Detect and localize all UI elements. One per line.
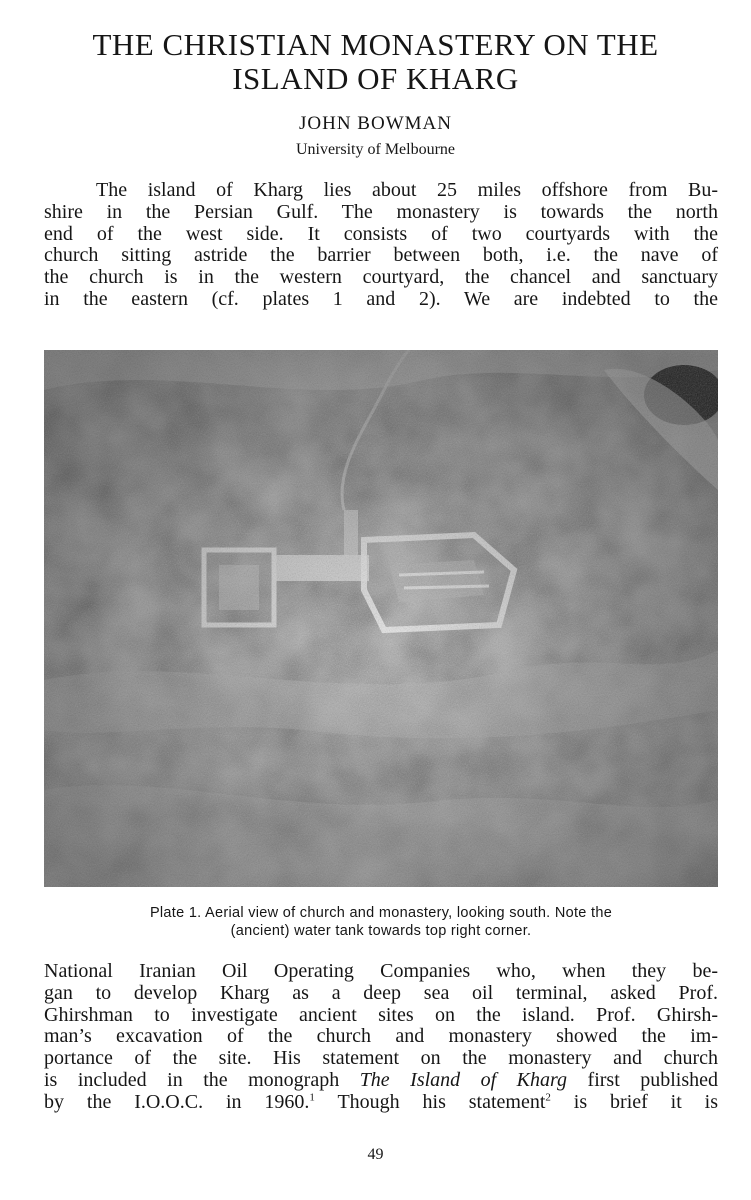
text-line: in the eastern (cf. plates 1 and 2). We are indebted to the bbox=[44, 287, 718, 310]
author-affiliation: University of Melbourne bbox=[295, 141, 456, 158]
text-line: National Iranian Oil Operating Companies who, when they be- bbox=[44, 960, 718, 982]
text-line: the church is in the western courtyard, the chancel and sanctuary bbox=[44, 266, 718, 289]
text-run: by the I.O.O.C. in 1960. bbox=[44, 1090, 310, 1113]
text-line bbox=[44, 1070, 718, 1092]
book-title: The Island of Kharg bbox=[359, 1068, 568, 1091]
footnote-marker-2[interactable]: 2 bbox=[545, 1091, 551, 1104]
opening-paragraph bbox=[44, 180, 718, 311]
footnote-marker-1[interactable]: 1 bbox=[309, 1091, 315, 1104]
title-line-1: THE CHRISTIAN MONASTERY ON THE bbox=[92, 27, 659, 62]
text-line: end of the west side. It consists of two courtyards with the bbox=[44, 222, 718, 245]
caption-line-1: Plate 1. Aerial view of church and monastery, looking south. Note the bbox=[149, 905, 613, 921]
page-number: 49 bbox=[367, 1146, 384, 1163]
text-line: Ghirshman to investigate ancient sites on the island. Prof. Ghirsh- bbox=[44, 1003, 718, 1026]
text-line: The island of Kharg lies about 25 miles offshore from Bu- bbox=[96, 179, 718, 201]
text-run: is included in the monograph bbox=[44, 1068, 360, 1091]
text-line: portance of the site. His statement on the monastery and church bbox=[44, 1047, 718, 1070]
text-line: man’s excavation of the church and monastery showed the im- bbox=[44, 1025, 718, 1048]
text-line: shire in the Persian Gulf. The monastery is towards the north bbox=[44, 200, 718, 223]
article-title bbox=[40, 28, 711, 96]
continuation-paragraph bbox=[44, 961, 718, 1114]
plate-1-aerial-photo bbox=[44, 350, 718, 887]
text-line: church sitting astride the barrier between both, i.e. the nave of bbox=[44, 244, 718, 267]
text-run: first published bbox=[567, 1068, 719, 1091]
text-run: Though his statement bbox=[314, 1090, 546, 1113]
title-line-2: ISLAND OF KHARG bbox=[232, 61, 519, 96]
text-line: gan to develop Kharg as a deep sea oil terminal, asked Prof. bbox=[44, 981, 718, 1004]
caption-line-2: (ancient) water tank towards top right corner. bbox=[230, 923, 532, 939]
plate-caption bbox=[40, 904, 722, 940]
text-run: is brief it is bbox=[550, 1090, 719, 1113]
author-name: JOHN BOWMAN bbox=[299, 113, 452, 134]
text-line bbox=[44, 1092, 718, 1114]
